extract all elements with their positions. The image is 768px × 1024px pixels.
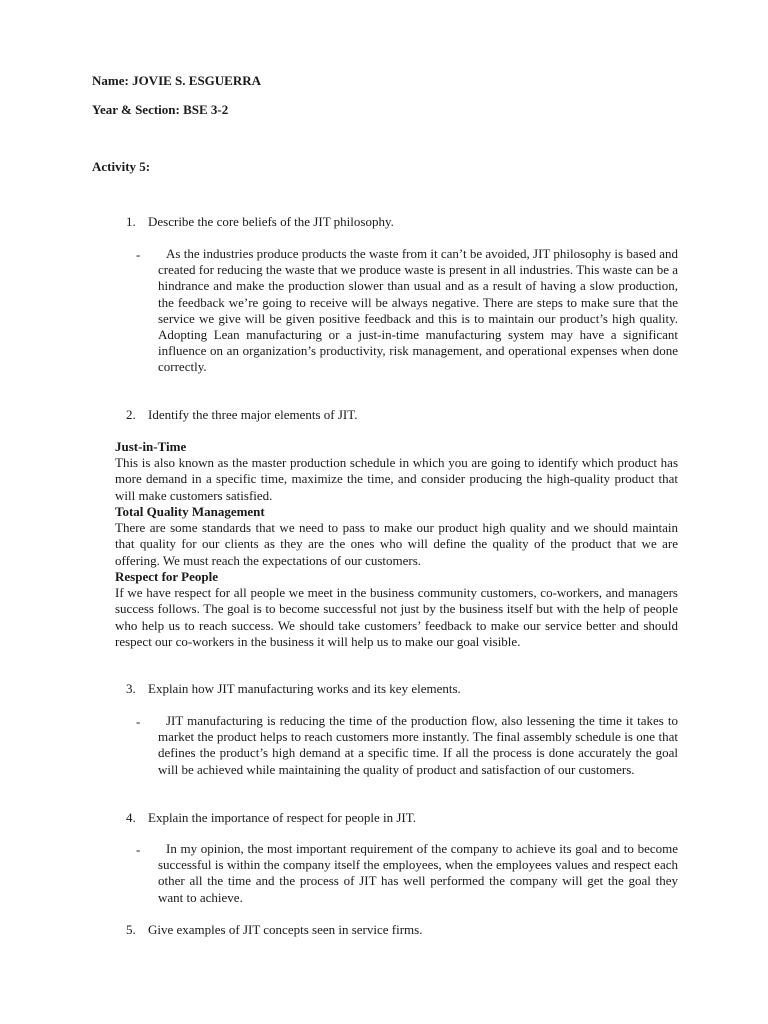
question-number: 1. <box>126 214 136 229</box>
question-number: 3. <box>126 681 136 696</box>
question-text: Identify the three major elements of JIT. <box>148 407 358 422</box>
question-2 <box>126 407 358 423</box>
element-title: Respect for People <box>115 569 219 584</box>
element-title: Total Quality Management <box>115 504 265 519</box>
question-text: Describe the core beliefs of the JIT philosophy. <box>148 214 394 229</box>
year-section: Year & Section: BSE 3-2 <box>92 102 229 117</box>
answer-3 <box>158 713 678 778</box>
element-title: Just-in-Time <box>115 439 187 454</box>
element-total-quality-management <box>115 504 678 569</box>
answer-4 <box>158 841 678 906</box>
question-number: 4. <box>126 810 136 825</box>
question-text: Explain the importance of respect for people in JIT. <box>148 810 416 825</box>
element-text: This is also known as the master production schedule in which you are going to identify which product has more demand in a specific time, maximize the time, and consider producing the high-quality product that will make customers satisfied. <box>115 455 678 503</box>
element-text: If we have respect for all people we meet in the business community customers, co-workers, and managers success follows. The goal is to become successful not just by the business itself but with the help of people who help us to reach success. We should take customers’ feedback to make our service better and should respect our co-workers in the business it will help us to make our goal visible. <box>115 585 678 649</box>
answer-text: JIT manufacturing is reducing the time of the production flow, also lessening the time it takes to market the product helps to reach customers more instantly. The final assembly schedule is one that defines the product’s high demand at a specific time. If all the process is done accurately the goal will be achieved while maintaining the quality of product and satisfaction of our customers. <box>158 713 678 777</box>
element-text: There are some standards that we need to pass to make our product high quality and we should maintain that quality for our clients as they are the ones who will define the quality of the product that we are offering. We must reach the expectations of our customers. <box>115 520 678 568</box>
question-number: 2. <box>126 407 136 422</box>
bullet-dash: - <box>136 842 141 857</box>
question-text: Give examples of JIT concepts seen in service firms. <box>148 922 423 937</box>
answer-text: In my opinion, the most important requirement of the company to achieve its goal and to become successful is within the company itself the employees, when the employees values and respect each other all the time and the process of JIT has well performed the company will get the goal they want to achieve. <box>158 841 678 905</box>
question-3 <box>126 681 461 697</box>
student-name: Name: JOVIE S. ESGUERRA <box>92 73 262 88</box>
bullet-dash: - <box>136 714 141 729</box>
question-number: 5. <box>126 922 136 937</box>
element-respect-for-people <box>115 569 678 650</box>
question-text: Explain how JIT manufacturing works and its key elements. <box>148 681 461 696</box>
activity-title: Activity 5: <box>92 159 151 174</box>
answer-text: As the industries produce products the waste from it can’t be avoided, JIT philosophy is based and created for reducing the waste that we produce waste is present in all industries. This waste can be a hindrance and make the production slower than usual and as a result of having a slow production, the feedback we’re going to receive will be always negative. There are steps to make sure that the service we give will be given positive feedback and this is to maintain our product’s high quality. Adopting Lean manufacturing or a just-in-time manufacturing system may have a significant influence on an organization’s productivity, risk management, and operational expenses when done correctly. <box>158 246 678 375</box>
answer-1 <box>158 246 678 376</box>
question-1 <box>126 214 394 230</box>
question-5 <box>126 922 422 938</box>
question-4 <box>126 810 416 826</box>
element-just-in-time <box>115 439 678 504</box>
bullet-dash: - <box>136 247 141 262</box>
